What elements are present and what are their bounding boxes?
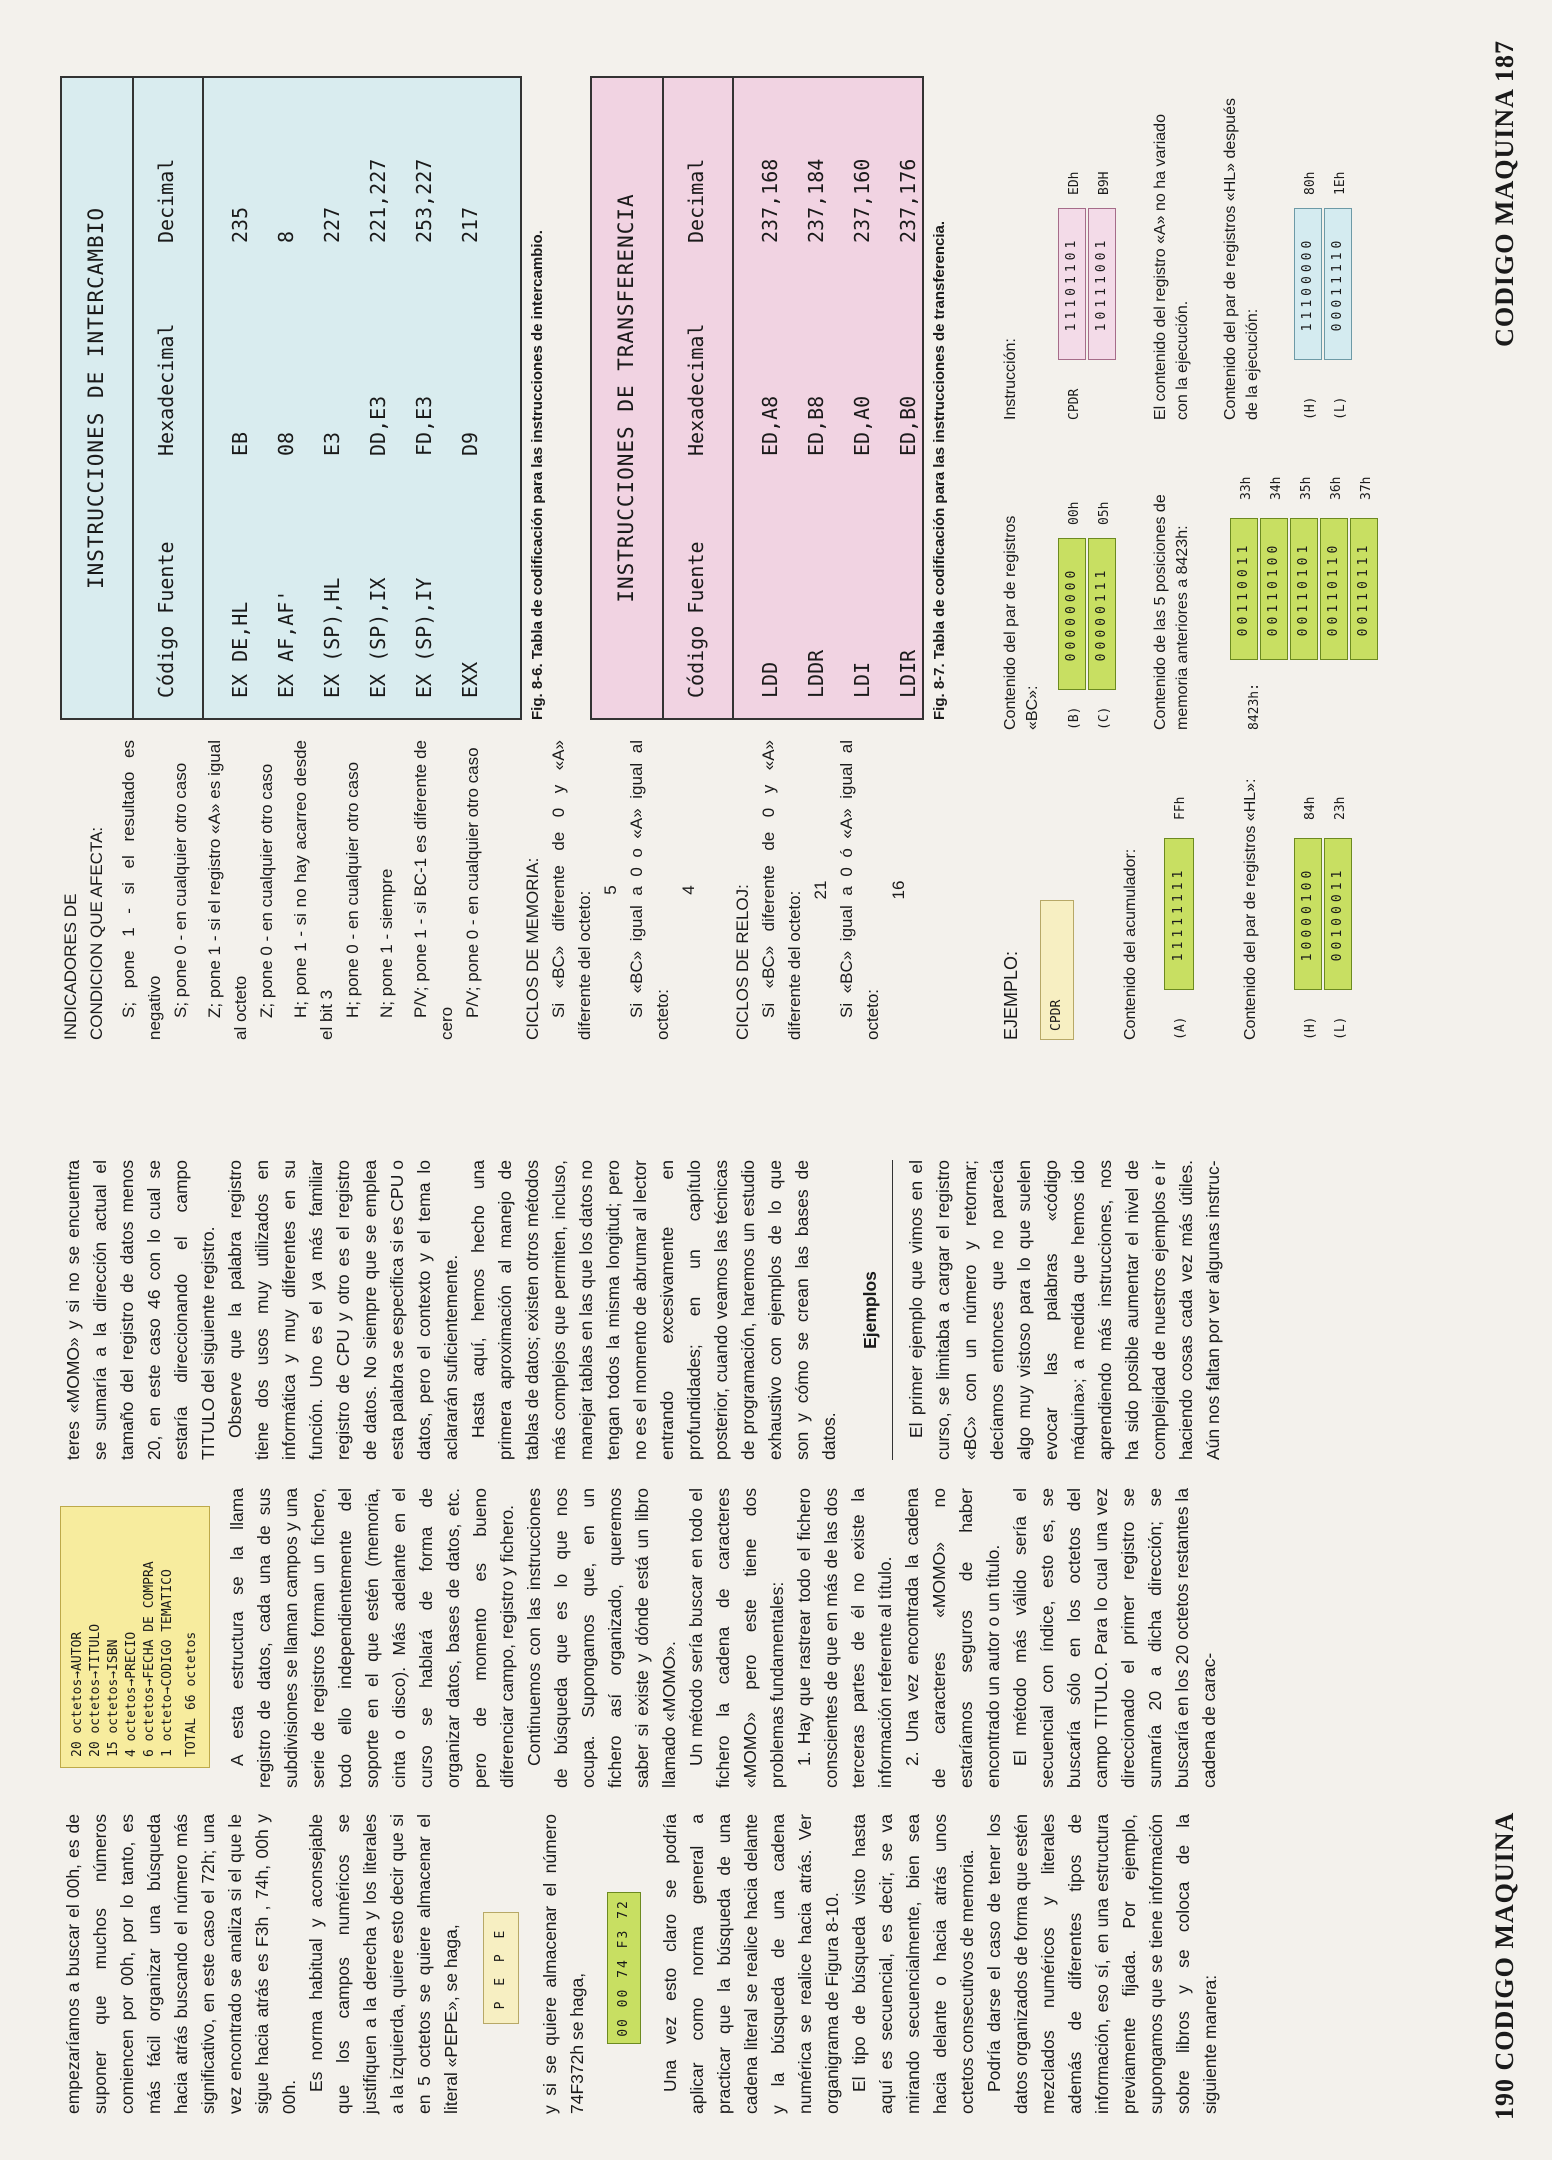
hl-after-label: Contenido del par de registros «HL» después de la ejecución: <box>1222 98 1261 420</box>
table-cell: EX DE,HL <box>228 601 252 698</box>
example-instruction-box: CPDR <box>1040 900 1074 1040</box>
paragraph: Un método sería buscar en todo el fichero la cadena de caracteres «MOMO» pero este tiene dos problemas fundamentales: <box>686 1488 787 1788</box>
paragraph: 1. Hay que rastrear todo el fichero conscientes de que en más de las dos terceras partes de él no existe la información referente al título. <box>794 1488 895 1788</box>
page-folio: CODIGO MAQUINA 187 <box>1490 40 1519 347</box>
flag-text: P/V; pone 0 - en cualquier otro caso <box>463 747 482 1018</box>
accumulator-label: Contenido del acumulador: <box>1122 848 1139 1040</box>
cycle-value: 5 <box>601 885 620 895</box>
register-bits: 00000111 <box>1088 538 1116 690</box>
memory-bits: 00110110 <box>1320 518 1348 660</box>
table-cell: 08 <box>274 431 298 456</box>
table-rule <box>132 78 134 718</box>
register-label: (H) <box>1303 1016 1318 1040</box>
pepe-box: P E P E <box>483 1912 519 2024</box>
cycle-value: 21 <box>811 880 830 900</box>
table-cell: EX AF,AF' <box>274 589 298 698</box>
accumulator-note: El contenido del registro «A» no ha variado con la ejecución. <box>1152 114 1191 420</box>
record-total: TOTAL 66 octetos <box>184 1631 199 1757</box>
instruction-name: CPDR <box>1067 388 1082 420</box>
flag-text: S; pone 0 - en cualquier otro caso <box>171 762 190 1018</box>
number-box: 00 00 74 F3 72 <box>607 1892 641 2044</box>
register-hex: 80h <box>1303 171 1318 195</box>
register-label: (C) <box>1097 706 1112 730</box>
memory-hex: 36h <box>1329 476 1344 500</box>
register-label: (L) <box>1333 1016 1348 1040</box>
paragraph: empezaríamos a buscar el 00h, es de suponer que muchos números comiencen por 00h, por lo tanto, es más fácil organizar una búsqueda hacia atrás buscando el número más significativo, en este caso el 72h; una vez encontrado se analiza si el que le sigue hacia atrás es F3h , 74h, 00h y 00h. <box>63 1814 299 2114</box>
instruction-label: Instrucción: <box>1002 338 1019 420</box>
memory-label: Contenido de las 5 posiciones de memoria anteriores a 8423h: <box>1152 494 1191 730</box>
instruction-hex: EDh <box>1067 171 1082 195</box>
register-bits: 10000100 <box>1294 838 1322 990</box>
table-cell: 253,227 <box>412 158 436 243</box>
table-cell: 237,168 <box>758 158 782 243</box>
table-cell: ED,B0 <box>896 395 920 456</box>
table-cell: EX (SP),IX <box>366 577 390 698</box>
register-hex: 1Eh <box>1333 171 1348 195</box>
register-label: (L) <box>1333 396 1348 420</box>
register-hex: 84h <box>1303 796 1318 820</box>
table-cell: 235 <box>228 206 252 243</box>
table-cell: 237,160 <box>850 158 874 243</box>
table-cell: EXX <box>458 661 482 698</box>
memory-hex: 35h <box>1299 476 1314 500</box>
register-hex: 23h <box>1333 796 1348 820</box>
table-rule <box>662 78 664 718</box>
hl-label: Contenido del par de registros «HL»: <box>1242 778 1259 1040</box>
paragraph: teres «MOMO» y si no se encuentra se sumaría a la dirección actual el tamaño del registro de datos menos 20, en este caso 46 con lo cual se estaría direccionando el campo TITULO del siguiente registro. <box>63 1160 218 1460</box>
table-cell: EX (SP),IY <box>412 577 436 698</box>
paragraph: El primer ejemplo que vimos en el curso, se limitaba a cargar el registro «BC» con un número y retornar; decíamos entonces que no parecía algo muy vistoso para lo que suelen evocar las palabras «código máquina»; a medida que hemos ido aprendiendo más instrucciones, nos ha sido posible aumentar el nivel de complejidad de nuestros ejemplos e ir haciendo cosas cada vez más útiles. Aún nos faltan por ver algunas instruc- <box>906 1160 1223 1460</box>
column-header: Decimal <box>684 158 708 243</box>
register-bits: 00000000 <box>1058 538 1086 690</box>
cycle-text: Si «BC» diferente de 0 y «A» diferente del octeto: <box>759 740 804 1040</box>
table-cell: E3 <box>320 431 344 456</box>
register-hex: FFh <box>1173 796 1188 820</box>
cycle-text: Si «BC» igual a 0 ó «A» igual al octeto: <box>837 740 882 1040</box>
transfer-caption: Fig. 8-7. Tabla de codificación para las instrucciones de transferencia. <box>931 220 948 720</box>
table-title: INSTRUCCIONES DE TRANSFERENCIA <box>614 193 638 603</box>
instruction-bits: 10111001 <box>1088 208 1116 360</box>
register-label: (A) <box>1173 1016 1188 1040</box>
page-folio: 190 CODIGO MAQUINA <box>1490 1811 1519 2120</box>
record-field: 20 octetos→AUTOR <box>70 1631 85 1757</box>
register-label: (B) <box>1067 706 1082 730</box>
table-title: INSTRUCCIONES DE INTERCAMBIO <box>84 207 108 590</box>
register-bits: 00011110 <box>1324 208 1352 360</box>
memory-bits: 00110111 <box>1350 518 1378 660</box>
table-cell: 217 <box>458 206 482 243</box>
table-cell: ED,A0 <box>850 395 874 456</box>
example-label: EJEMPLO: <box>1001 950 1021 1040</box>
flag-text: Z; pone 0 - en cualquier otro caso <box>257 763 276 1018</box>
table-cell: EB <box>228 431 252 456</box>
record-field: 20 octetos→TITULO <box>88 1623 103 1757</box>
cycle-text: Si «BC» diferente de 0 y «A» diferente del octeto: <box>549 740 594 1040</box>
flags-heading: INDICADORES DE <box>61 893 80 1040</box>
table-cell: 227 <box>320 206 344 243</box>
table-cell: ED,B8 <box>804 395 828 456</box>
clock-cycles-heading: CICLOS DE RELOJ: <box>733 884 752 1040</box>
record-field: 1 octeto→CODIGO TEMATICO <box>160 1569 175 1757</box>
table-cell: LDI <box>850 661 874 698</box>
column-header: Hexadecimal <box>684 323 708 456</box>
record-field: 15 octetos→ISBN <box>106 1639 121 1757</box>
table-cell: EX (SP),HL <box>320 577 344 698</box>
memory-hex: 33h <box>1239 476 1254 500</box>
paragraph: A esta estructura se la llama registro de datos, cada una de sus subdivisiones se llaman campos y una serie de registros forman un fichero, todo ello independientemente del soporte en el que estén (memoria, cinta o disco). Más adelante en el curso se hablará de forma de organizar datos, bases de datos, etc. pero de momento es bueno diferenciar campo, registro y fichero. <box>227 1488 517 1788</box>
table-cell: ED,A8 <box>758 395 782 456</box>
column-header: Hexadecimal <box>154 323 178 456</box>
table-cell: LDD <box>758 661 782 698</box>
flags-column <box>58 740 912 1040</box>
paragraph: Hasta aquí, hemos hecho una primera aproximación al manejo de tablas de datos; existen otros métodos más complejos que permiten, incluso, manejar tablas en las que los datos no tengan todos la misma longitud; pero no es el momento de abrumar al lector entrando excesivamente en profundidades; en un capítulo posterior, cuando veamos las técnicas de programación, haremos un estudio exhaustivo con ejemplos de lo que son y cómo se crean las bases de datos. <box>468 1160 839 1460</box>
record-field: 4 octetos→PRECIO <box>124 1631 139 1757</box>
column-header: Código Fuente <box>684 541 708 698</box>
flag-text: H; pone 0 - en cualquier otro caso <box>343 761 362 1018</box>
paragraph: El método más válido sería el secuencial con índice, esto es, se buscaría sólo en los octetos del campo TITULO. Para lo cual una vez direccionado el primer registro se sumaría 20 a dicha dirección; se buscaría en los 20 octetos restantes la cadena de carac- <box>1010 1488 1219 1788</box>
paragraph: Podría darse el caso de tener los datos organizados de forma que estén mezclados numéricos y literales además de diferentes tipos de información, eso sí, en una estructura previamente fijada. Por ejemplo, supongamos que se tiene información sobre libros y se coloca de la siguiente manera: <box>984 1814 1220 2114</box>
paragraph: Es norma habitual y aconsejable que los campos numéricos se justifiquen a la derecha y los literales a la izquierda, quiere esto decir que si en 5 octetos se quiere almacenar el literal «PEPE», se haga, <box>306 1814 461 2114</box>
flag-text: S; pone 1 - si el resultado es negativo <box>119 740 164 1040</box>
exchange-caption: Fig. 8-6. Tabla de codificación para las instrucciones de intercambio. <box>529 230 546 720</box>
column-header: Código Fuente <box>154 541 178 698</box>
table-cell: 221,227 <box>366 158 390 243</box>
flag-text: H; pone 1 - si no hay acarreo desde el bit 3 <box>291 740 336 1040</box>
section-heading: Ejemplos <box>857 1160 893 1460</box>
flag-text: P/V; pone 1 - si BC-1 es diferente de cero <box>411 740 456 1040</box>
memory-cycles-heading: CICLOS DE MEMORIA: <box>523 857 542 1040</box>
table-cell: D9 <box>458 431 482 456</box>
register-bits: 11100000 <box>1294 208 1322 360</box>
column-header: Decimal <box>154 158 178 243</box>
memory-bits: 00110011 <box>1230 518 1258 660</box>
cycle-text: Si «BC» igual a 0 o «A» igual al octeto: <box>627 740 672 1040</box>
paragraph: y si se quiere almacenar el número 74F372h se haga, <box>540 1814 587 2114</box>
flags-heading: CONDICION QUE AFECTA: <box>87 826 106 1040</box>
table-rule <box>202 78 204 718</box>
register-bits: 11111111 <box>1164 838 1194 990</box>
left-page <box>0 1080 1552 2160</box>
memory-hex: 34h <box>1269 476 1284 500</box>
table-cell: 237,184 <box>804 158 828 243</box>
memory-address: 8423h: <box>1247 683 1262 730</box>
table-rule <box>732 78 734 718</box>
left-column-2 <box>60 1488 1223 1788</box>
table-cell: FD,E3 <box>412 395 436 456</box>
left-column-1 <box>60 1814 1224 2114</box>
memory-bits: 00110101 <box>1290 518 1318 660</box>
left-column-3 <box>60 1160 1227 1460</box>
register-label: (H) <box>1303 396 1318 420</box>
instruction-hex: B9H <box>1097 171 1112 195</box>
table-cell: LDDR <box>804 649 828 698</box>
paragraph: 2. Una vez encontrada la cadena de caracteres «MOMO» no estaríamos seguros de haber encontrado un autor o un título. <box>902 1488 1003 1788</box>
paragraph: Observe que la palabra registro tiene dos usos muy utilizados en informática y muy diferentes en su función. Uno es el ya más familiar registro de CPU y otro es el registro de datos. No siempre que se emplea esta palabra se especifica si es CPU o datos, pero el contexto y el tema lo aclararán suficientemente. <box>225 1160 461 1460</box>
record-field: 6 octetos→FECHA DE COMPRA <box>142 1561 157 1757</box>
paragraph: Continuemos con las instrucciones de búsqueda que es lo que nos ocupa. Supongamos que, en un fichero así organizado, queremos saber si existe y dónde está un libro llamado «MOMO». <box>524 1488 679 1788</box>
exchange-table <box>60 76 522 720</box>
example-area <box>1000 40 1470 1040</box>
instruction-bits: 11101101 <box>1058 208 1086 360</box>
record-structure-box <box>60 1506 210 1768</box>
table-cell: LDIR <box>896 649 920 698</box>
cycle-value: 4 <box>679 885 698 895</box>
register-hex: 00h <box>1067 501 1082 525</box>
cycle-value: 16 <box>889 880 908 900</box>
memory-hex: 37h <box>1359 476 1374 500</box>
flag-text: Z; pone 1 - si el registro «A» es igual al octeto <box>205 740 250 1040</box>
table-cell: DD,E3 <box>366 395 390 456</box>
bc-label: Contenido del par de registros «BC»: <box>1002 515 1041 730</box>
memory-bits: 00110100 <box>1260 518 1288 660</box>
paragraph: Una vez esto claro se podría aplicar como norma general a practicar que la búsqueda de una cadena literal se realice hacia delante y la búsqueda de una cadena numérica se realice hacia atrás. Ver organigrama de Figura 8-10. <box>660 1814 842 2114</box>
table-cell: 237,176 <box>896 158 920 243</box>
table-cell: 8 <box>274 230 298 243</box>
register-bits: 00100011 <box>1324 838 1352 990</box>
flag-text: N; pone 1 - siempre <box>377 868 396 1018</box>
paragraph: El tipo de búsqueda visto hasta aquí es secuencial, es decir, se va mirando secuencialmente, bien sea hacia delante o hacia atrás unos octetos consecutivos de memoria. <box>849 1814 977 2114</box>
transfer-table <box>590 76 924 720</box>
register-hex: 05h <box>1097 501 1112 525</box>
